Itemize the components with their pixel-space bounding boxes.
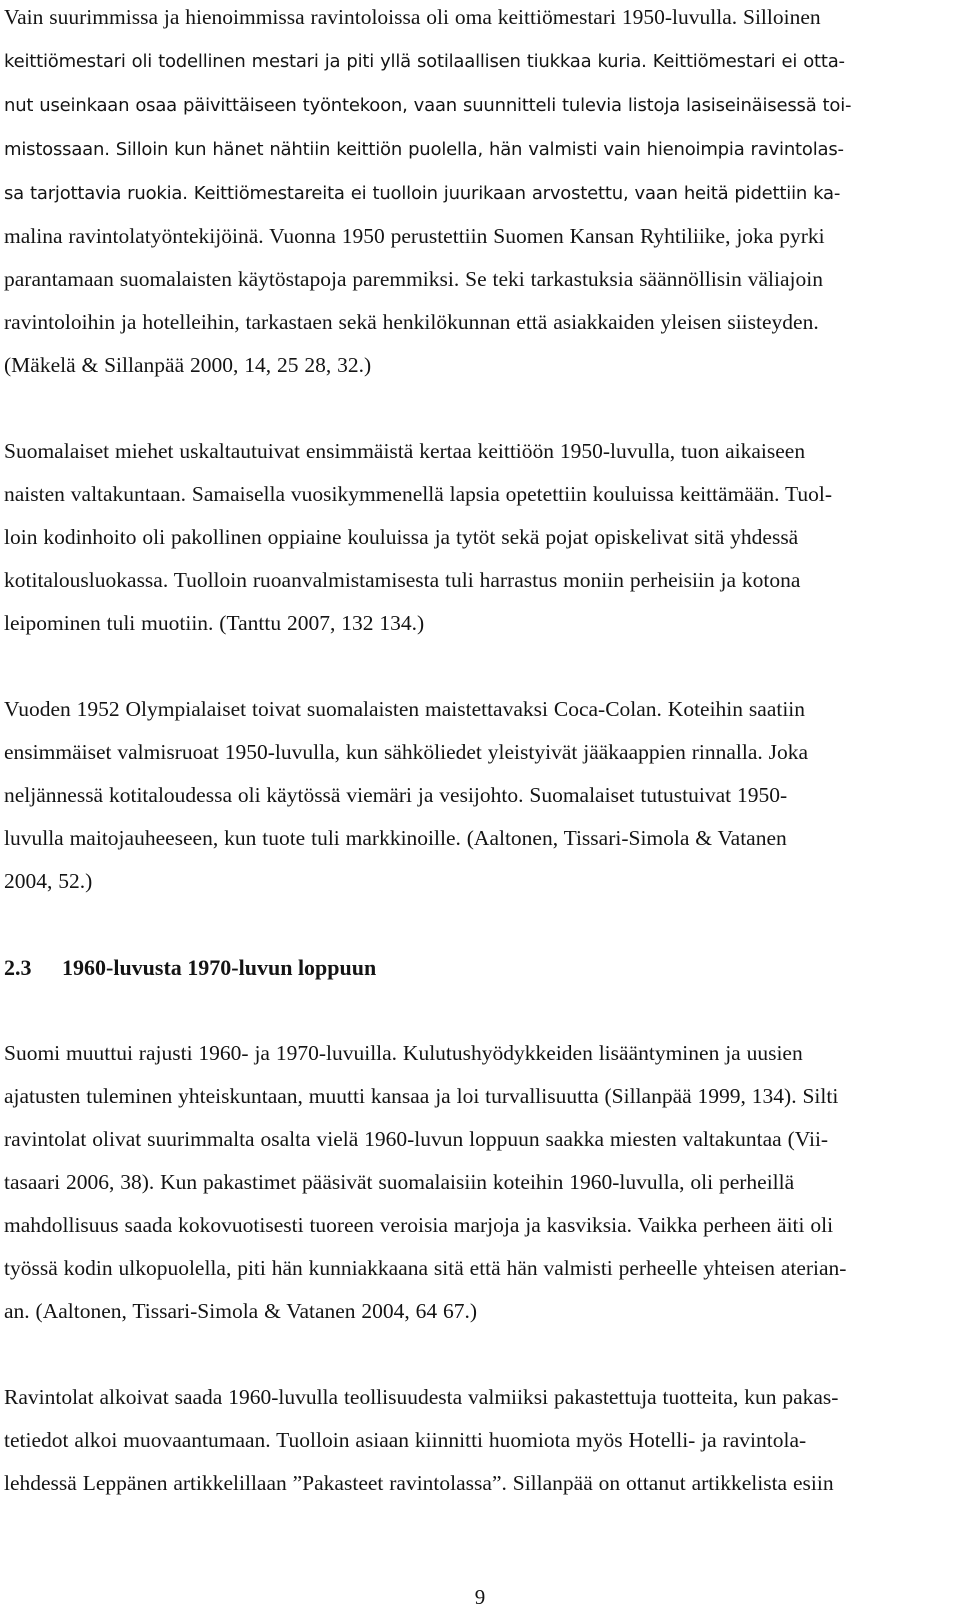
text-line: Suomalaiset miehet uskaltautuivat ensimmäistä kertaa keittiöön 1950-luvulla, tuon aikaiseen <box>4 439 806 463</box>
paragraph-spacer <box>4 1333 938 1376</box>
paragraph-miehet-keittiossa <box>4 430 938 645</box>
text-line: mahdollisuus saada kokovuotisesti tuoreen veroisia marjoja ja kasviksia. Vaikka perheen äiti oli <box>4 1213 834 1237</box>
paragraph-suomi-muuttui <box>4 1032 938 1333</box>
text-line: Vain suurimmissa ja hienoimmissa ravintoloissa oli oma keittiömestari 1950-luvulla. Silloinen <box>4 5 821 29</box>
paragraph-spacer <box>4 989 938 1032</box>
page-number: 9 <box>474 1585 486 1609</box>
text-line: ravintoloihin ja hotelleihin, tarkastaen sekä henkilökunnan että asiakkaiden yleisen siisteyden. <box>4 310 819 334</box>
text-line: lehdessä Leppänen artikkelillaan ”Pakasteet ravintolassa”. Sillanpää on ottanut artikkelista esiin <box>4 1471 834 1495</box>
text-line: keittiömestari oli todellinen mestari ja piti yllä sotilaallisen tiukkaa kuria. Keittiömestari ei otta- <box>4 51 845 72</box>
document-body <box>4 0 938 1505</box>
text-line: (Mäkelä & Sillanpää 2000, 14, 25 28, 32.) <box>4 353 372 377</box>
paragraph-spacer <box>4 645 938 688</box>
text-line: parantamaan suomalaisten käytöstapoja paremmiksi. Se teki tarkastuksia säännöllisin väliajoin <box>4 267 823 291</box>
text-line: naisten valtakuntaan. Samaisella vuosikymmenellä lapsia opetettiin kouluissa keittämään. Tuol- <box>4 482 833 506</box>
text-line: neljännessä kotitaloudessa oli käytössä viemäri ja vesijohto. Suomalaiset tutustuivat 1950- <box>4 783 788 807</box>
paragraph-spacer <box>4 387 938 430</box>
text-line: ajatusten tuleminen yhteiskuntaan, muutti kansaa ja loi turvallisuutta (Sillanpää 1999, 134). Silti <box>4 1084 839 1108</box>
text-line: leipominen tuli muotiin. (Tanttu 2007, 132 134.) <box>4 611 425 635</box>
text-line: an. (Aaltonen, Tissari-Simola & Vatanen 2004, 64 67.) <box>4 1299 478 1323</box>
text-line: sa tarjottavia ruokia. Keittiömestareita ei tuolloin juurikaan arvostettu, vaan heitä pidettiin ka- <box>4 183 841 204</box>
text-line: nut useinkaan osaa päivittäiseen työntekoon, vaan suunnitteli tulevia listoja lasiseinäisessä toi- <box>4 95 852 116</box>
text-line: Ravintolat alkoivat saada 1960-luvulla teollisuudesta valmiiksi pakastettuja tuotteita, kun pakas- <box>4 1385 839 1409</box>
text-line: luvulla maitojauheeseen, kun tuote tuli markkinoille. (Aaltonen, Tissari-Simola & Vatanen <box>4 826 787 850</box>
paragraph-spacer <box>4 903 938 946</box>
paragraph-pakasteet <box>4 1376 938 1505</box>
text-line: tetiedot alkoi muovaantumaan. Tuolloin asiaan kiinnitti huomiota myös Hotelli- ja ravintola- <box>4 1428 807 1452</box>
text-line: mistossaan. Silloin kun hänet nähtiin keittiön puolella, hän valmisti vain hienoimpia ravintolas- <box>4 139 844 160</box>
text-line: ravintolat olivat suurimmalta osalta vielä 1960-luvun loppuun saakka miesten valtakuntaa (Vii- <box>4 1127 829 1151</box>
section-number: 2.3 <box>4 955 32 980</box>
text-line: malina ravintolatyöntekijöinä. Vuonna 1950 perustettiin Suomen Kansan Ryhtiliike, joka pyrki <box>4 224 825 248</box>
text-line: ensimmäiset valmisruoat 1950-luvulla, kun sähköliedet yleistyivät jääkaappien rinnalla. Joka <box>4 740 809 764</box>
text-line: työssä kodin ulkopuolella, piti hän kunniakkaana sitä että hän valmisti perheelle yhteisen aterian- <box>4 1256 847 1280</box>
text-line: loin kodinhoito oli pakollinen oppiaine kouluissa ja tytöt sekä pojat opiskelivat sitä yhdessä <box>4 525 799 549</box>
section-heading <box>4 946 938 989</box>
paragraph-olympialaiset <box>4 688 938 903</box>
paragraph-keittiomestari <box>4 0 938 387</box>
text-line: tasaari 2006, 38). Kun pakastimet pääsivät suomalaisiin koteihin 1960-luvulla, oli perheillä <box>4 1170 795 1194</box>
section-title: 1960-luvusta 1970-luvun loppuun <box>62 955 377 980</box>
text-line: kotitalousluokassa. Tuolloin ruoanvalmistamisesta tuli harrastus moniin perheisiin ja kotona <box>4 568 801 592</box>
text-line: Suomi muuttui rajusti 1960- ja 1970-luvuilla. Kulutushyödykkeiden lisääntyminen ja uusien <box>4 1041 803 1065</box>
text-line: Vuoden 1952 Olympialaiset toivat suomalaisten maistettavaksi Coca-Colan. Koteihin saatiin <box>4 697 806 721</box>
text-line: 2004, 52.) <box>4 869 93 893</box>
